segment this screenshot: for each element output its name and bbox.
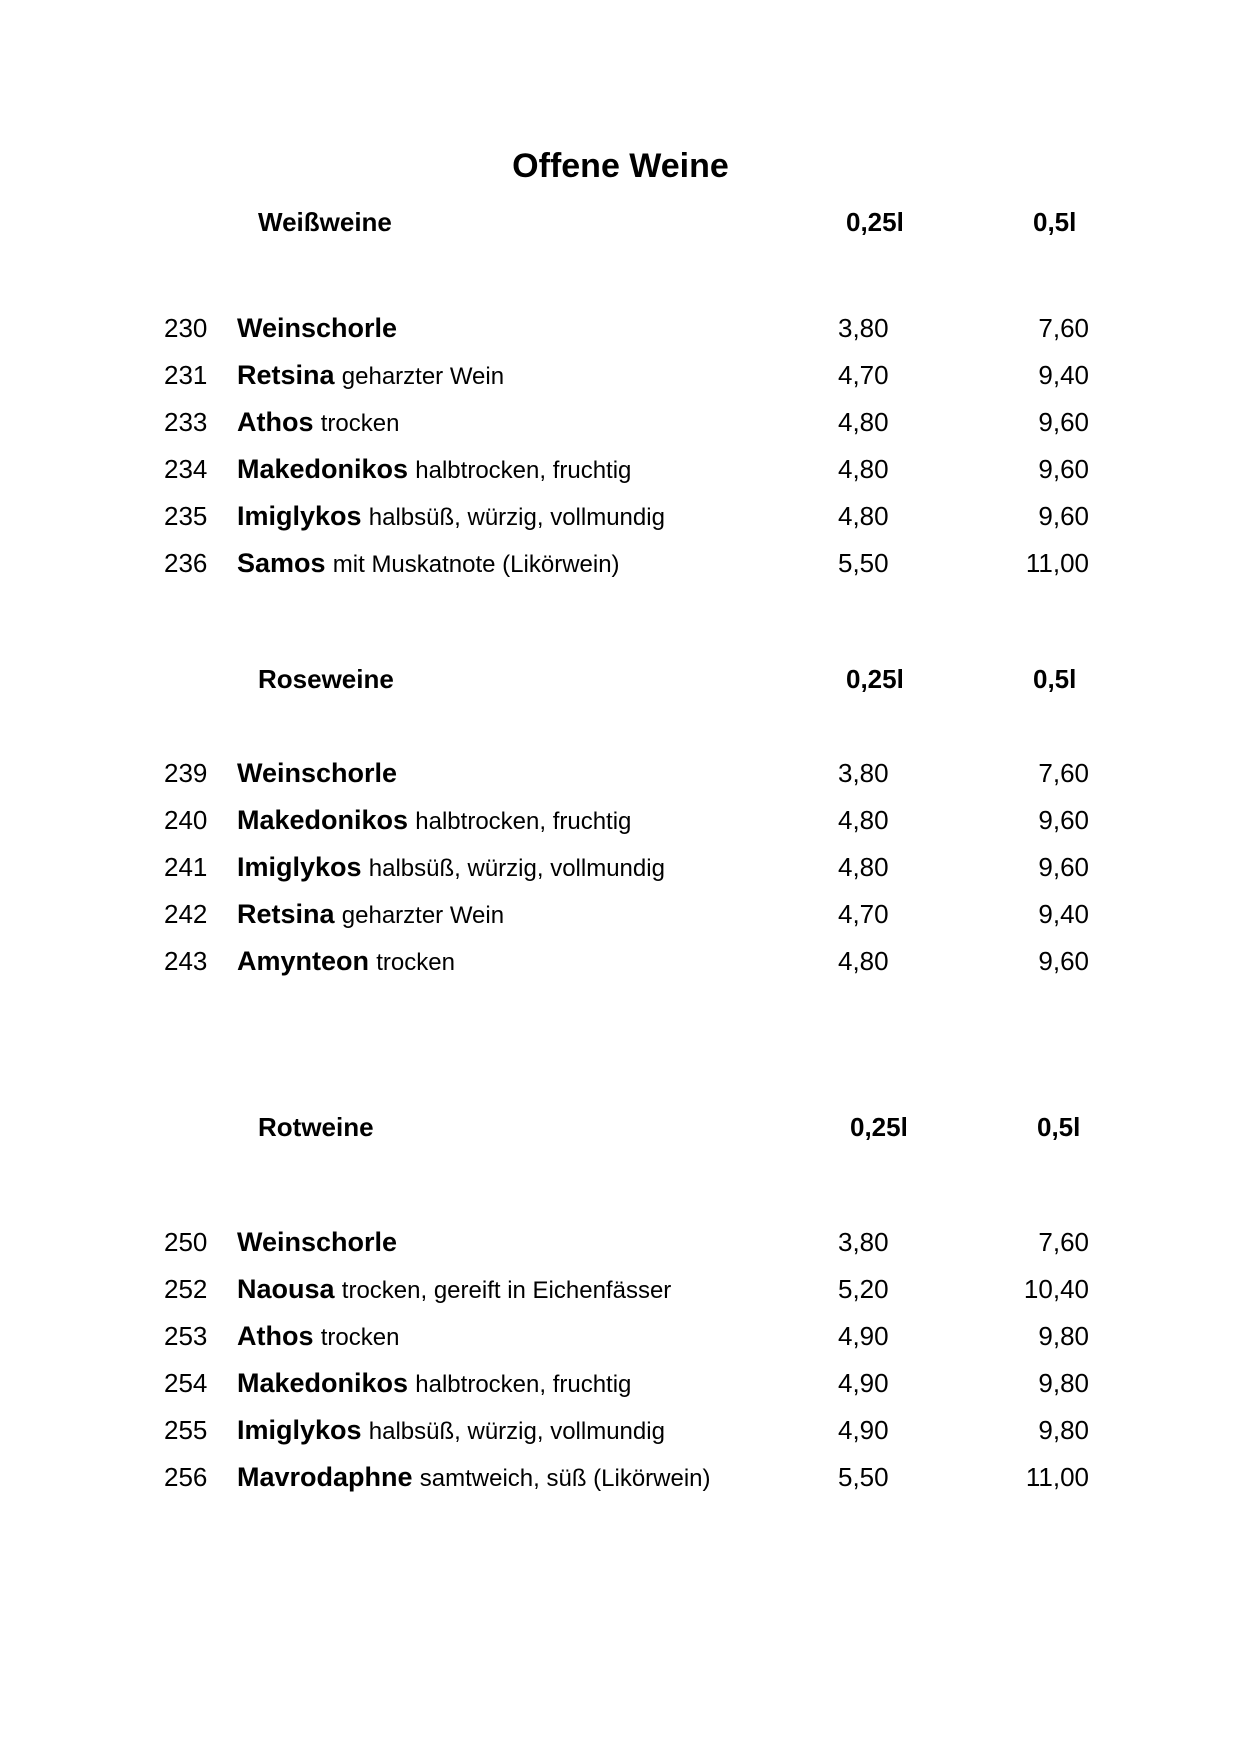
- wine-name: Weinschorle: [237, 1227, 398, 1257]
- wine-name: Athos: [237, 1321, 314, 1351]
- price-large: 9,40: [1038, 360, 1089, 390]
- item-name: [237, 402, 399, 444]
- price-small: 5,50: [838, 1462, 889, 1492]
- item-number: 256: [164, 1462, 208, 1492]
- price-small: 4,90: [838, 1415, 889, 1445]
- wine-description: trocken: [320, 1324, 400, 1351]
- item-name: [237, 1410, 665, 1452]
- price-large: 7,60: [1038, 758, 1089, 788]
- item-name: [237, 308, 397, 350]
- price-small: 4,70: [838, 360, 889, 390]
- item-number: 252: [164, 1274, 208, 1304]
- item-number: 243: [164, 946, 208, 976]
- list-item: [0, 1363, 1241, 1410]
- list-item: [0, 941, 1241, 988]
- price-small: 4,90: [838, 1368, 889, 1398]
- item-name: [237, 1363, 631, 1405]
- price-large: 11,00: [1025, 1462, 1089, 1492]
- wine-name: Makedonikos: [237, 454, 409, 484]
- item-name: [237, 753, 397, 795]
- wine-name: Mavrodaphne: [237, 1462, 413, 1492]
- item-number: 239: [164, 758, 208, 788]
- item-name: [237, 1316, 399, 1358]
- wine-description: trocken: [320, 410, 400, 437]
- item-name: [237, 894, 504, 936]
- price-large: 7,60: [1038, 313, 1089, 343]
- wine-description: samtweich, süß (Likörwein): [419, 1465, 711, 1492]
- wine-name: Weinschorle: [237, 758, 398, 788]
- section-rotweine: [0, 1107, 1241, 1492]
- wine-name: Weinschorle: [237, 313, 398, 343]
- price-small: 3,80: [838, 313, 889, 343]
- wine-name: Makedonikos: [237, 1368, 409, 1398]
- page-title: Offene Weine: [512, 147, 729, 185]
- wine-name: Retsina: [237, 899, 335, 929]
- wine-name: Amynteon: [237, 946, 370, 976]
- wine-description: halbsüß, würzig, vollmundig: [368, 855, 665, 882]
- item-number: 230: [164, 313, 208, 343]
- section-header: [0, 1107, 1241, 1147]
- item-name: [237, 847, 665, 889]
- list-item: [0, 1269, 1241, 1316]
- section-title: Rotweine: [258, 1112, 374, 1142]
- wine-list: [0, 308, 1241, 590]
- section-title: Weißweine: [258, 207, 392, 237]
- wine-description: halbtrocken, fruchtig: [415, 457, 632, 484]
- list-item: [0, 402, 1241, 449]
- item-name: [237, 496, 665, 538]
- list-item: [0, 1410, 1241, 1457]
- item-number: 231: [164, 360, 208, 390]
- price-small: 4,80: [838, 501, 889, 531]
- item-number: 242: [164, 899, 208, 929]
- list-item: [0, 847, 1241, 894]
- section-header: [0, 659, 1241, 699]
- item-number: 234: [164, 454, 208, 484]
- price-large: 9,60: [1038, 946, 1089, 976]
- list-item: [0, 1316, 1241, 1363]
- list-item: [0, 753, 1241, 800]
- column-header-large: 0,5l: [1037, 1112, 1081, 1142]
- list-item: [0, 543, 1241, 590]
- list-item: [0, 1457, 1241, 1504]
- wine-description: trocken: [376, 949, 455, 976]
- item-number: 253: [164, 1321, 208, 1351]
- price-large: 7,60: [1038, 1227, 1089, 1257]
- item-number: 233: [164, 407, 208, 437]
- list-item: [0, 496, 1241, 543]
- price-small: 3,80: [838, 1227, 889, 1257]
- item-number: 250: [164, 1227, 208, 1257]
- wine-name: Imiglykos: [237, 1415, 362, 1445]
- column-header-large: 0,5l: [1033, 207, 1077, 237]
- price-large: 9,80: [1038, 1368, 1089, 1398]
- wine-name: Retsina: [237, 360, 335, 390]
- wine-list: [0, 753, 1241, 988]
- wine-name: Makedonikos: [237, 805, 409, 835]
- item-number: 240: [164, 805, 208, 835]
- column-header-small: 0,25l: [846, 664, 904, 694]
- wine-description: halbtrocken, fruchtig: [415, 1371, 632, 1398]
- price-large: 9,60: [1038, 852, 1089, 882]
- item-number: 235: [164, 501, 208, 531]
- price-small: 5,50: [838, 548, 889, 578]
- item-number: 241: [164, 852, 208, 882]
- wine-description: mit Muskatnote (Likörwein): [332, 551, 620, 578]
- section-roseweine: [0, 659, 1241, 976]
- section-weissweine: [0, 202, 1241, 578]
- item-name: [237, 941, 455, 983]
- price-large: 9,80: [1038, 1415, 1089, 1445]
- section-title: Roseweine: [258, 664, 394, 694]
- column-header-small: 0,25l: [846, 207, 904, 237]
- column-header-small: 0,25l: [850, 1112, 908, 1142]
- wine-description: geharzter Wein: [341, 363, 505, 390]
- item-name: [237, 1269, 671, 1311]
- item-number: 255: [164, 1415, 208, 1445]
- price-large: 9,60: [1038, 501, 1089, 531]
- section-header: [0, 202, 1241, 242]
- wine-description: trocken, gereift in Eichenfässer: [341, 1277, 672, 1304]
- wine-name: Samos: [237, 548, 326, 578]
- price-small: 5,20: [838, 1274, 889, 1304]
- price-small: 4,80: [838, 852, 889, 882]
- list-item: [0, 449, 1241, 496]
- price-large: 9,40: [1038, 899, 1089, 929]
- list-item: [0, 894, 1241, 941]
- item-name: [237, 543, 620, 585]
- price-large: 9,80: [1038, 1321, 1089, 1351]
- price-small: 4,80: [838, 946, 889, 976]
- price-large: 9,60: [1038, 805, 1089, 835]
- price-small: 4,90: [838, 1321, 889, 1351]
- list-item: [0, 355, 1241, 402]
- wine-description: halbtrocken, fruchtig: [415, 808, 632, 835]
- price-large: 10,40: [1023, 1274, 1089, 1304]
- price-small: 3,80: [838, 758, 889, 788]
- item-name: [237, 1457, 711, 1499]
- column-header-large: 0,5l: [1033, 664, 1077, 694]
- list-item: [0, 1222, 1241, 1269]
- price-large: 9,60: [1038, 454, 1089, 484]
- wine-name: Naousa: [237, 1274, 335, 1304]
- item-name: [237, 800, 631, 842]
- wine-name: Imiglykos: [237, 501, 362, 531]
- wine-name: Imiglykos: [237, 852, 362, 882]
- list-item: [0, 308, 1241, 355]
- price-large: 9,60: [1038, 407, 1089, 437]
- item-name: [237, 449, 631, 491]
- item-name: [237, 355, 504, 397]
- price-large: 11,00: [1025, 548, 1089, 578]
- item-number: 236: [164, 548, 208, 578]
- price-small: 4,70: [838, 899, 889, 929]
- wine-description: halbsüß, würzig, vollmundig: [368, 504, 665, 531]
- wine-description: geharzter Wein: [341, 902, 505, 929]
- price-small: 4,80: [838, 805, 889, 835]
- wine-list: [0, 1222, 1241, 1504]
- wine-name: Athos: [237, 407, 314, 437]
- price-small: 4,80: [838, 407, 889, 437]
- price-small: 4,80: [838, 454, 889, 484]
- item-name: [237, 1222, 397, 1264]
- wine-description: halbsüß, würzig, vollmundig: [368, 1418, 665, 1445]
- item-number: 254: [164, 1368, 208, 1398]
- list-item: [0, 800, 1241, 847]
